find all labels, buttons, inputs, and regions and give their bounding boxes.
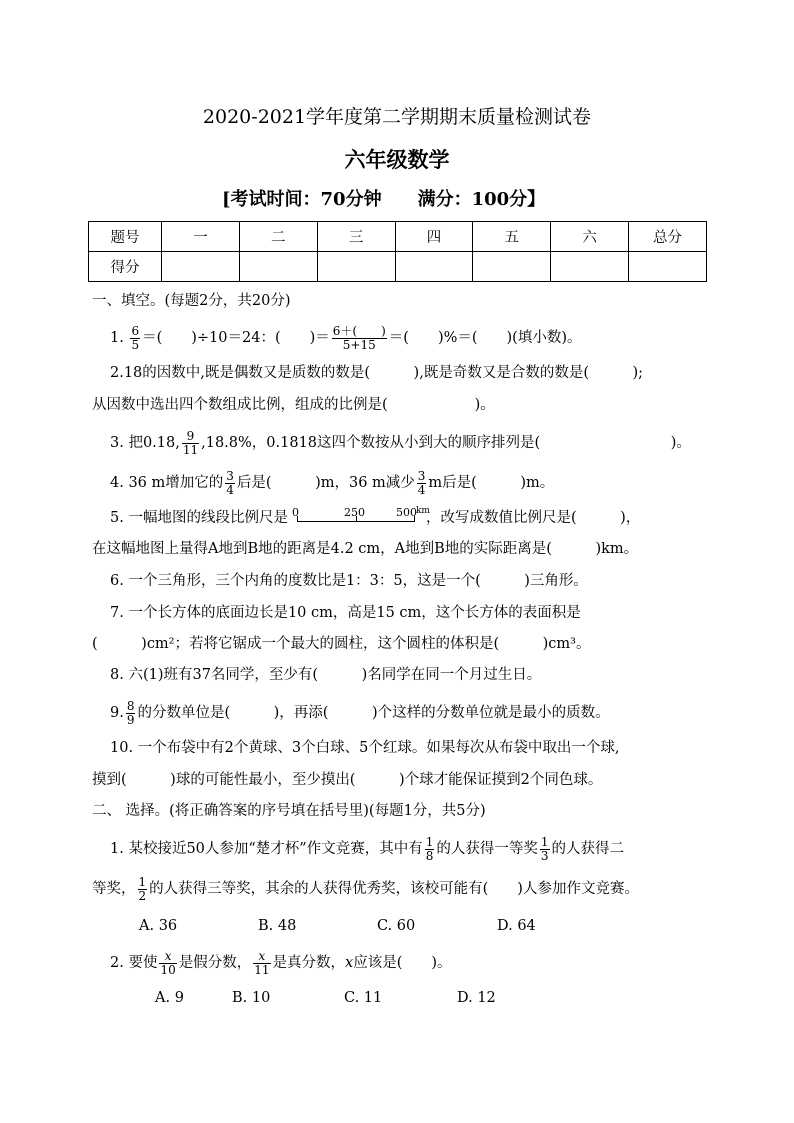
table-cell: 三	[317, 222, 395, 252]
fraction: $\frac{x}{10}$	[160, 949, 176, 977]
question-10-line2: 摸到( )球的可能性最小，至少摸出( )个球才能保证摸到2个同色球。	[92, 772, 603, 788]
table-header-row	[89, 222, 707, 252]
choice-option-b[interactable]: B. 10	[232, 990, 271, 1006]
table-cell: 二	[239, 222, 317, 252]
question-5-line1: 5. 一幅地图的线段比例尺是 0 250 500 km ，改写成数值比例尺是( )，	[110, 507, 640, 529]
question-7-line1: 7. 一个长方体的底面边长是10 cm，高是15 cm，这个长方体的表面积是	[110, 605, 581, 621]
score-cell[interactable]	[317, 252, 395, 282]
choice-option-c[interactable]: C. 60	[377, 918, 416, 934]
question-9: 9. $\frac{8}{9}$ 的分数单位是( )，再添( )个这样的分数单位就是最小的质数。	[110, 699, 610, 727]
section1-heading: 一、填空。(每题2分，共20分)	[92, 293, 291, 309]
table-cell: 四	[395, 222, 473, 252]
question-8: 8. 六(1)班有37名同学，至少有( )名同学在同一个月过生日。	[110, 667, 542, 683]
table-cell: 五	[473, 222, 551, 252]
fraction: $\frac{x}{11}$	[254, 949, 270, 977]
fraction: $\frac{6}{5}$	[131, 324, 140, 352]
subject-title: 六年级数学	[344, 147, 450, 172]
question-6: 6. 一个三角形，三个内角的度数比是1：3：5，这是一个( )三角形。	[110, 573, 588, 589]
score-cell[interactable]	[162, 252, 240, 282]
choice-question-2: 2. 要使 $\frac{x}{10}$ 是假分数， $\frac{x}{11}$ 是真分数，x应该是( )。	[110, 949, 452, 977]
table-cell: 得分	[89, 252, 162, 282]
section2-heading: 二、 选择。(将正确答案的序号填在括号里)(每题1分，共5分)	[92, 803, 486, 819]
choice-option-d[interactable]: D. 12	[457, 990, 496, 1006]
question-2-line1: 2.18的因数中,既是偶数又是质数的数是( ),既是奇数又是合数的数是( );	[110, 365, 644, 381]
question-3: 3. 把0.18, $\frac{9}{11}$ ,18.8%，0.1818这四个数按从小到大的顺序排列是( )。	[110, 429, 691, 457]
table-cell: 一	[162, 222, 240, 252]
exam-info: [考试时间：70分钟 满分：100分】	[222, 189, 546, 210]
score-cell[interactable]	[395, 252, 473, 282]
score-cell[interactable]	[551, 252, 629, 282]
fraction: $\frac{1}{8}$	[425, 835, 434, 863]
score-table	[88, 221, 707, 282]
table-score-row	[89, 252, 707, 282]
choice-option-b[interactable]: B. 48	[258, 918, 297, 934]
table-cell: 总分	[629, 222, 707, 252]
fraction: $\frac{8}{9}$	[126, 699, 135, 727]
choice-option-a[interactable]: A. 9	[155, 990, 184, 1006]
choice-option-d[interactable]: D. 64	[497, 918, 536, 934]
fraction: $\frac{3}{4}$	[417, 469, 426, 497]
question-10-line1: 10. 一个布袋中有2个黄球、3个白球、5个红球。如果每次从布袋中取出一个球,	[110, 740, 620, 756]
choice-question-1-line2: 等奖， $\frac{1}{2}$ 的人获得三等奖，其余的人获得优秀奖，该校可能有( )人参加作文竞赛。	[92, 875, 639, 903]
question-1: 1. $\frac{6}{5}$ ＝( )÷10＝24：( )＝ $\frac{6+( )}{5+15}$ ＝( )%＝( )(填小数)。	[110, 324, 582, 352]
table-cell: 题号	[89, 222, 162, 252]
exam-title: 2020-2021学年度第二学期期末质量检测试卷	[202, 106, 592, 128]
question-7-line2: ( )cm²；若将它锯成一个最大的圆柱，这个圆柱的体积是( )cm³。	[92, 636, 591, 652]
question-4: 4. 36 m增加它的 $\frac{3}{4}$ 后是( )m，36 m减少 $\frac{3}{4}$ m后是( )m。	[110, 469, 555, 497]
question-5-line2: 在这幅地图上量得A地到B地的距离是4.2 cm，A地到B地的实际距离是( )km。	[92, 541, 639, 557]
fraction: $\frac{9}{11}$	[182, 429, 199, 457]
fraction: $\frac{1}{3}$	[540, 835, 549, 863]
fraction: $\frac{3}{4}$	[226, 469, 234, 497]
choice-option-c[interactable]: C. 11	[344, 990, 383, 1006]
question-2-line2: 从因数中选出四个数组成比例，组成的比例是( )。	[92, 397, 495, 413]
scale-bar: 0 250 500 km	[292, 507, 422, 529]
score-cell[interactable]	[239, 252, 317, 282]
fraction: $\frac{1}{2}$	[138, 875, 147, 903]
choice-question-1-line1: 1. 某校接近50人参加“楚才杯”作文竞赛，其中有 $\frac{1}{8}$ 的人获得一等奖 $\frac{1}{3}$ 的人获得二	[110, 835, 624, 863]
choice-option-a[interactable]: A. 36	[139, 918, 178, 934]
score-cell[interactable]	[473, 252, 551, 282]
table-cell: 六	[551, 222, 629, 252]
score-cell[interactable]	[629, 252, 707, 282]
fraction: $\frac{6+( )}{5+15}$	[332, 324, 386, 352]
